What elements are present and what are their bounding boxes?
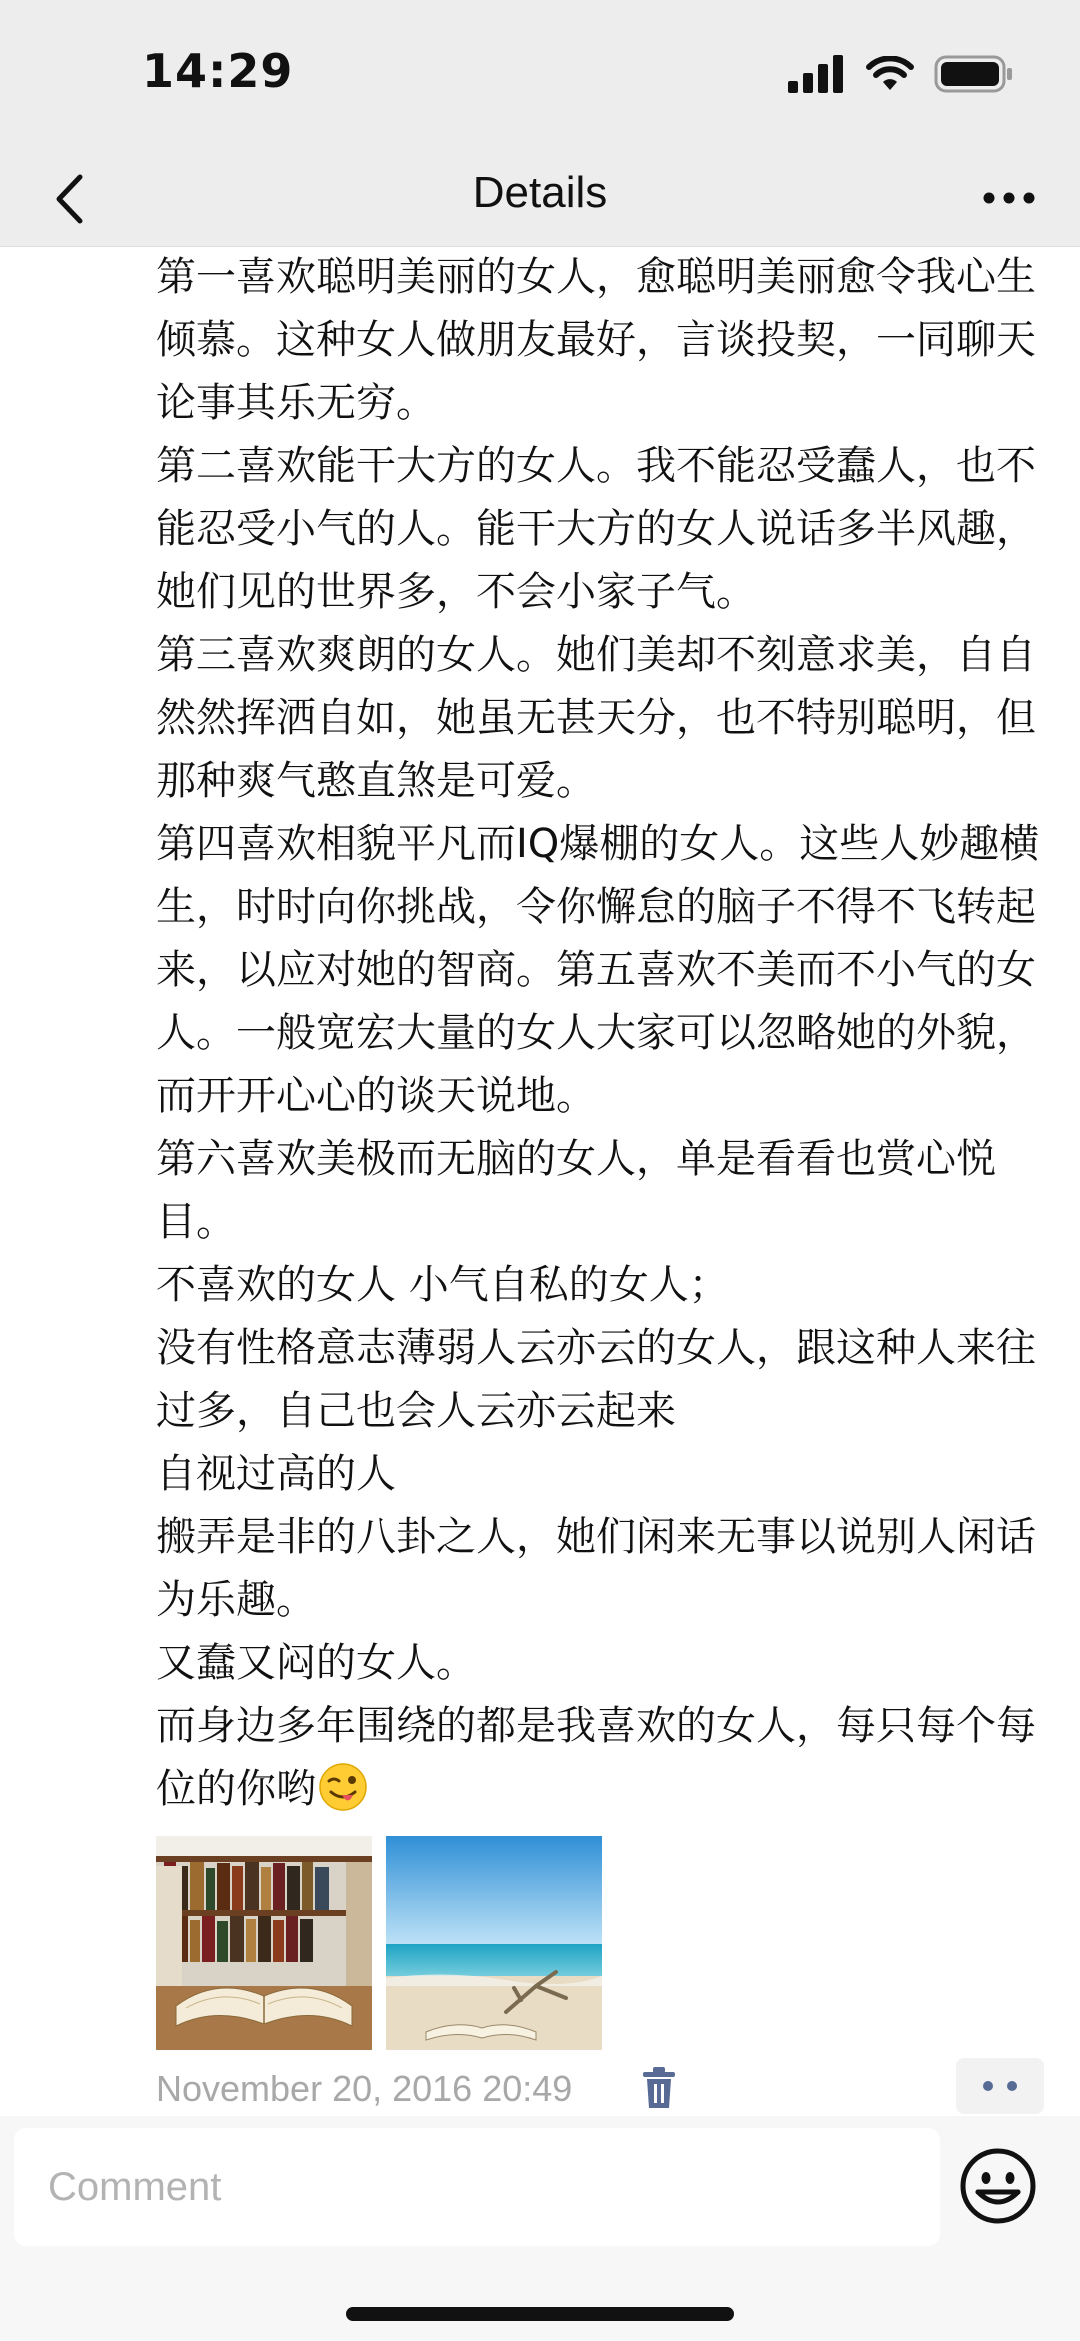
post-paragraph: 没有性格意志薄弱人云亦云的女人，跟这种人来往过多，自己也会人云亦云起来 (156, 1325, 1036, 1434)
home-indicator[interactable] (346, 2307, 734, 2321)
trash-icon[interactable] (640, 2066, 678, 2110)
status-bar (0, 0, 1080, 150)
two-dots-icon (982, 2080, 1018, 2092)
post-paragraph: 第二喜欢能干大方的女人。我不能忍受蠢人，也不能忍受小气的人。能干大方的女人说话多半风趣，她们见的世界多，不会小家子气。 (156, 443, 1036, 615)
page-title: Details (472, 168, 608, 217)
battery-icon (934, 54, 1014, 94)
post-paragraph: 又蠢又闷的女人。 (156, 1640, 476, 1686)
post-images (156, 1836, 602, 2050)
post-paragraph: 搬弄是非的八卦之人，她们闲来无事以说别人闲话为乐趣。 (156, 1514, 1036, 1623)
smiley-face-icon[interactable] (958, 2146, 1038, 2226)
post-timestamp: November 20, 2016 20:49 (156, 2068, 573, 2109)
post-meta (156, 2064, 1044, 2114)
more-button[interactable] (974, 166, 1044, 230)
more-dots-icon (983, 192, 1035, 204)
post-paragraph: 第三喜欢爽朗的女人。她们美却不刻意求美，自自然然挥洒自如，她虽无甚天分，也不特别聪明，但那种爽气憨直煞是可爱。 (156, 632, 1036, 804)
post-paragraph: 自视过高的人 (156, 1451, 396, 1497)
comment-input[interactable]: Comment (14, 2128, 940, 2246)
post-paragraph: 第一喜欢聪明美丽的女人，愈聪明美丽愈令我心生倾慕。这种女人做朋友最好，言谈投契，一同聊天论事其乐无穷。 (156, 254, 1036, 426)
post-paragraph: 第四喜欢相貌平凡而IQ爆棚的女人。这些人妙趣横生，时时向你挑战，令你懈怠的脑子不得不飞转起来，以应对她的智商。第五喜欢不美而不小气的女人。一般宽宏大量的女人大家可以忽略她的外貌，而开开心心的谈天说地。 (156, 821, 1040, 1119)
post-paragraph-text: 而身边多年围绕的都是我喜欢的女人，每只每个每位的你哟 (156, 1703, 1036, 1812)
status-icons (788, 52, 1014, 96)
nav-bar (0, 150, 1080, 247)
books-photo[interactable] (156, 1836, 372, 2050)
post-paragraph: 第六喜欢美极而无脑的女人，单是看看也赏心悦目。 (156, 1136, 996, 1245)
post-paragraph: 不喜欢的女人 小气自私的女人； (156, 1262, 729, 1308)
status-time: 14:29 (142, 44, 294, 98)
winking-face-tongue-emoji (318, 1762, 368, 1812)
cellular-signal-icon (788, 55, 846, 93)
post-paragraph-last (156, 1695, 1060, 1821)
wifi-icon (866, 56, 914, 92)
comment-toggle-button[interactable] (956, 2058, 1044, 2114)
post-text (156, 246, 1060, 1821)
post-content (156, 246, 1060, 1821)
beach-book-photo[interactable] (386, 1836, 602, 2050)
